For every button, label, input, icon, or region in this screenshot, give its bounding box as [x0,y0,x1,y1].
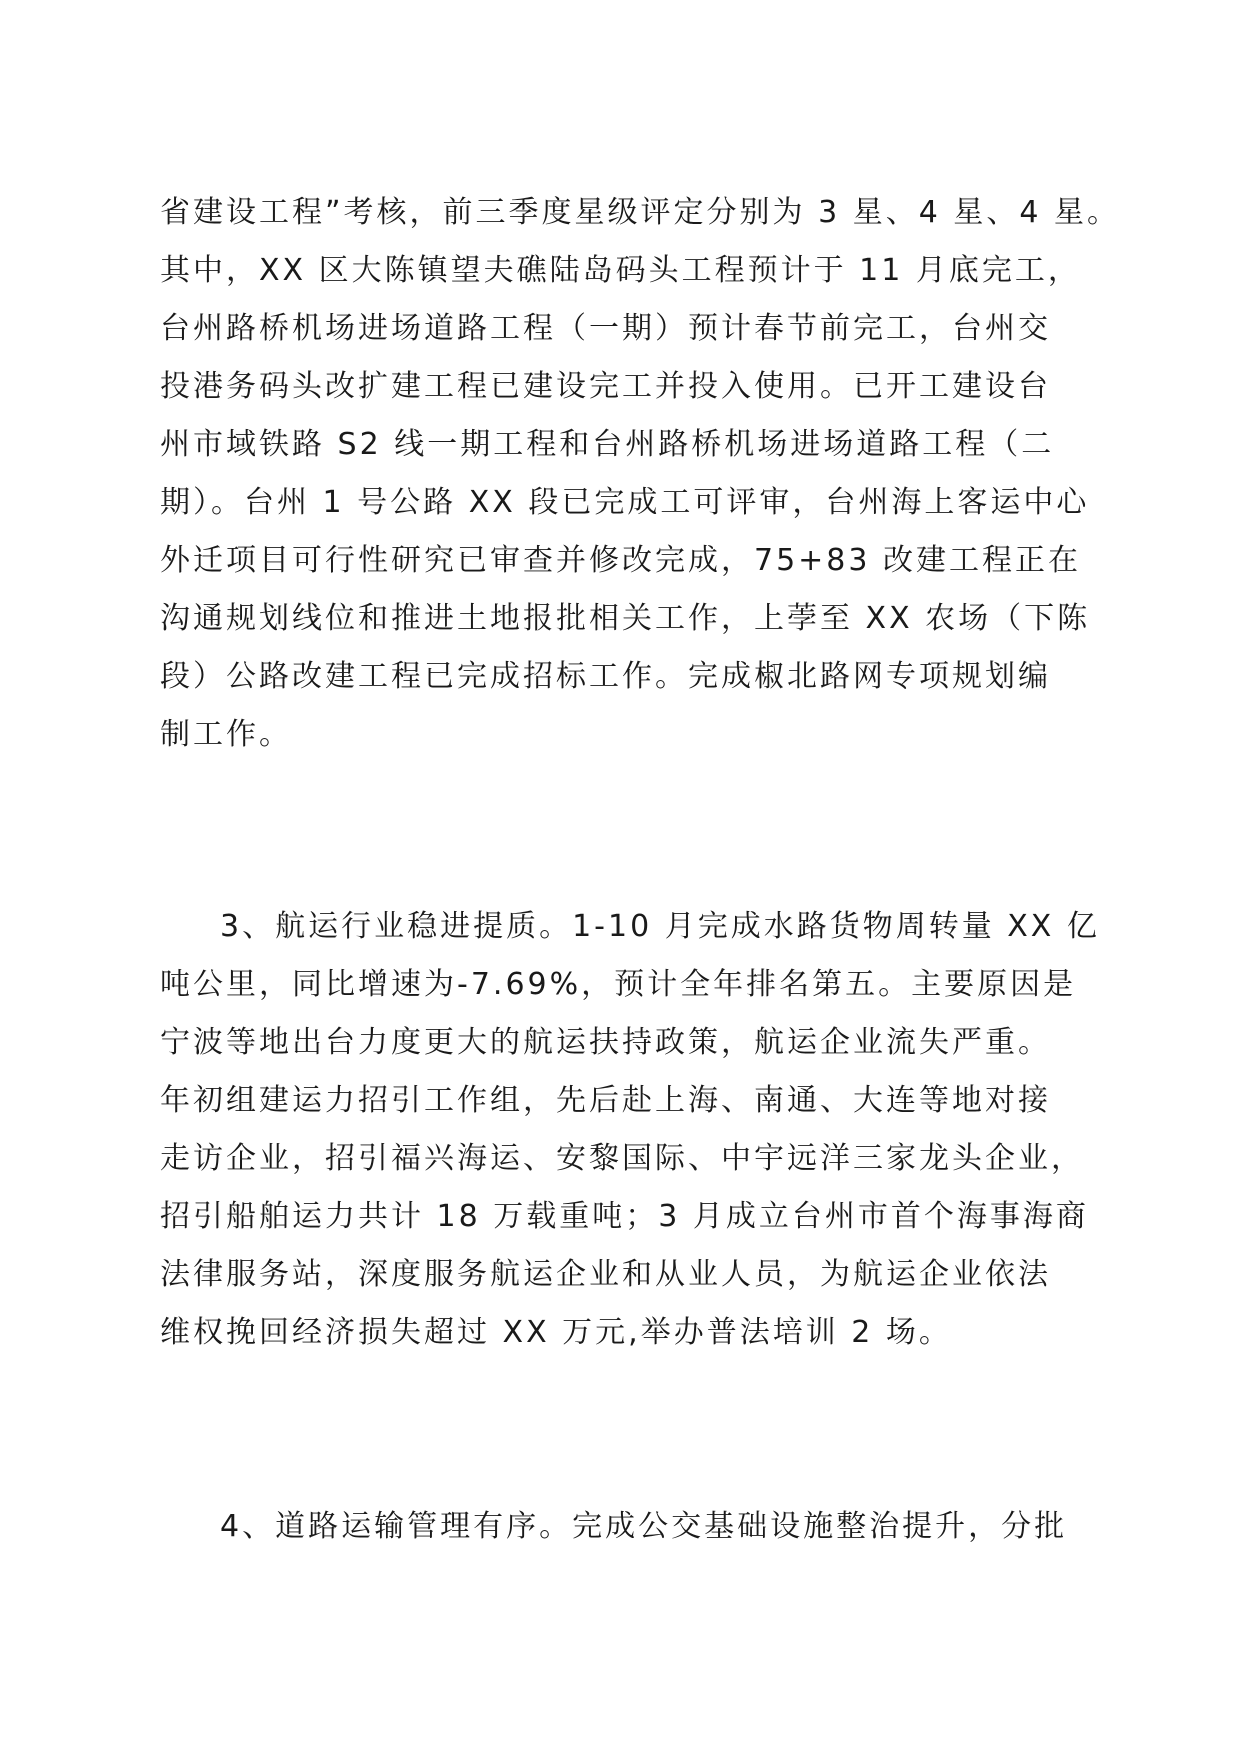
text-line: 吨公里，同比增速为-7.69%，预计全年排名第五。主要原因是 [160,967,1077,1002]
text-line: 期）。台州 1 号公路 XX 段已完成工可评审，台州海上客运中心 [160,485,1090,520]
text-line: 法律服务站，深度服务航运企业和从业人员，为航运企业依法 [160,1257,1051,1292]
text-line: 宁波等地出台力度更大的航运扶持政策，航运企业流失严重。 [160,1025,1051,1060]
text-line: 台州路桥机场进场道路工程（一期）预计春节前完工，台州交 [160,311,1051,346]
paragraph-shipping [160,898,1100,1362]
text-line: 外迁项目可行性研究已审查并修改完成，75+83 改建工程正在 [160,543,1082,578]
paragraph-road-transport [160,1498,1090,1556]
text-line: 招引船舶运力共计 18 万载重吨；3 月成立台州市首个海事海商 [160,1199,1089,1234]
text-line: 州市域铁路 S2 线一期工程和台州路桥机场进场道路工程（二 [160,427,1055,462]
paragraph-continuation [160,184,1120,764]
text-line: 走访企业，招引福兴海运、安黎国际、中宇远洋三家龙头企业， [160,1141,1084,1176]
text-line: 省建设工程”考核，前三季度星级评定分别为 3 星、4 星、4 星。 [160,195,1120,230]
text-line: 其中，XX 区大陈镇望夫礁陆岛码头工程预计于 11 月底完工， [160,253,1081,288]
paragraph-heading-line: 4、道路运输管理有序。完成公交基础设施整治提升，分批 [220,1509,1068,1544]
text-line: 沟通规划线位和推进土地报批相关工作，上荸至 XX 农场（下陈 [160,601,1091,636]
text-line: 制工作。 [160,717,292,752]
text-line: 段）公路改建工程已完成招标工作。完成椒北路网专项规划编 [160,659,1051,694]
text-line: 维权挽回经济损失超过 XX 万元,举办普法培训 2 场。 [160,1315,952,1350]
text-line: 年初组建运力招引工作组，先后赴上海、南通、大连等地对接 [160,1083,1051,1118]
paragraph-heading-line: 3、航运行业稳进提质。1-10 月完成水路货物周转量 XX 亿 [220,909,1100,944]
text-line: 投港务码头改扩建工程已建设完工并投入使用。已开工建设台 [160,369,1051,404]
